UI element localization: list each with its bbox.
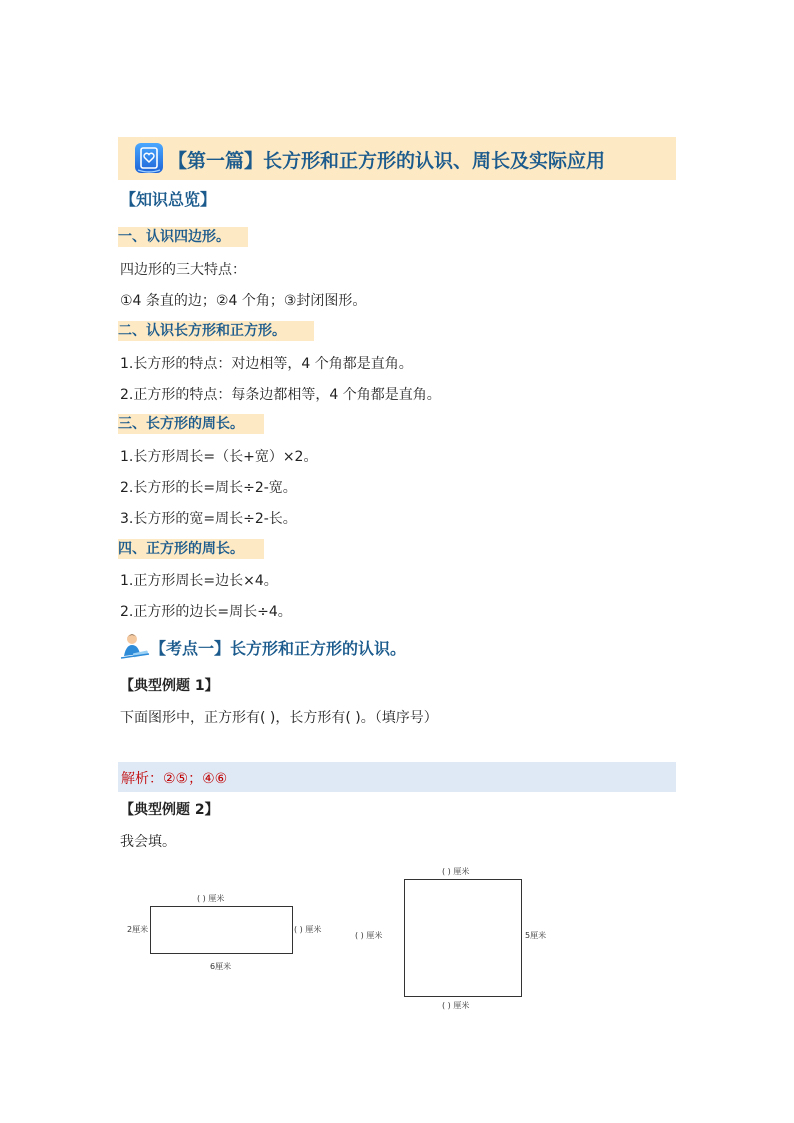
rectangle-figure	[150, 906, 293, 954]
square-bottom-label: ( ) 厘米	[442, 1001, 470, 1010]
prompt-text: 我会填。	[120, 834, 176, 850]
rect-top-label: ( ) 厘米	[197, 894, 225, 903]
section-heading: 三、长方形的周长。	[118, 414, 264, 434]
example-heading: 【典型例题 1】	[120, 678, 219, 694]
body-text: 1.正方形周长=边长×4。	[120, 573, 278, 589]
section-heading: 四、正方形的周长。	[118, 539, 264, 559]
body-text: 3.长方形的宽=周长÷2-长。	[120, 511, 297, 527]
rect-left-label: 2厘米	[127, 925, 149, 934]
body-text: 2.长方形的长=周长÷2-宽。	[120, 480, 297, 496]
square-figure	[404, 879, 522, 997]
question-text: 下面图形中，正方形有( )，长方形有( )。（填序号）	[120, 710, 438, 726]
page-title: 【第一篇】长方形和正方形的认识、周长及实际应用	[168, 150, 606, 172]
body-text: 2.正方形的边长=周长÷4。	[120, 604, 292, 620]
body-text: 1.长方形周长=（长+宽）×2。	[120, 449, 318, 465]
body-text: 1.长方形的特点：对边相等，4 个角都是直角。	[120, 356, 413, 372]
student-writing-icon	[119, 630, 151, 666]
heart-clipboard-icon	[135, 143, 163, 173]
kaodian-title: 【考点一】长方形和正方形的认识。	[150, 639, 407, 658]
section-heading: 一、认识四边形。	[118, 227, 248, 247]
square-right-label: 5厘米	[525, 931, 547, 940]
square-left-label: ( ) 厘米	[355, 931, 383, 940]
example-heading: 【典型例题 2】	[120, 802, 219, 818]
rect-bottom-label: 6厘米	[210, 962, 232, 971]
body-text: 2.正方形的特点：每条边都相等，4 个角都是直角。	[120, 387, 441, 403]
section-heading: 二、认识长方形和正方形。	[118, 321, 314, 341]
overview-heading: 【知识总览】	[120, 190, 217, 209]
body-text: 四边形的三大特点：	[120, 262, 246, 278]
body-text: ①4 条直的边；②4 个角；③封闭图形。	[120, 293, 367, 309]
rect-right-label: ( ) 厘米	[294, 925, 322, 934]
answer-text: 解析：②⑤；④⑥	[121, 771, 228, 787]
square-top-label: ( ) 厘米	[442, 867, 470, 876]
